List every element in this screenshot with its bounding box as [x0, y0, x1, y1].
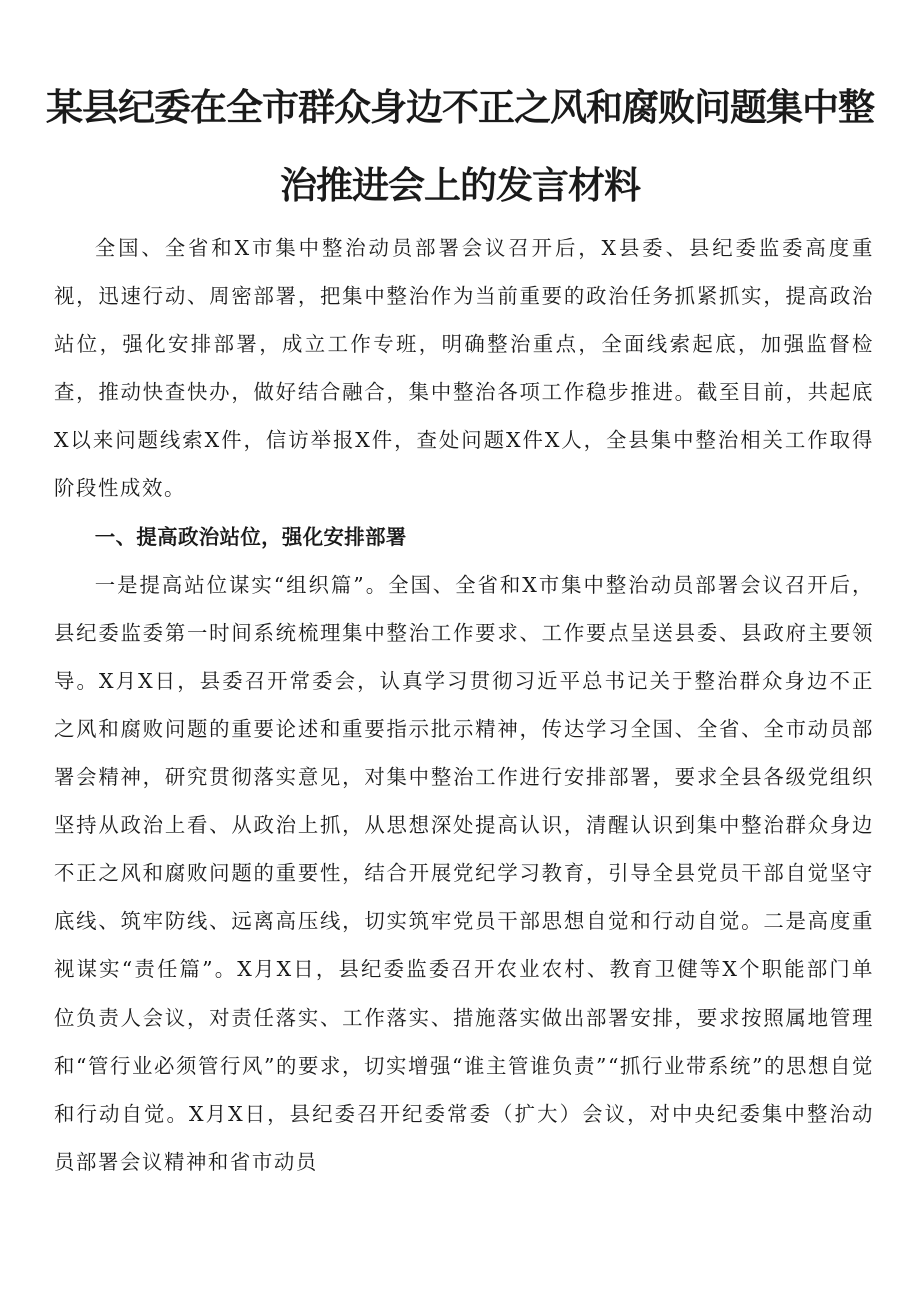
document-title-line-2: 治推进会上的发言材料	[280, 164, 640, 207]
intro-paragraph: 全国、全省和X市集中整治动员部署会议召开后，X县委、县纪委监委高度重视，迅速行动、周密部署，把集中整治作为当前重要的政治任务抓紧抓实，提高政治站位，强化安排部署，成立工作专班，明确整治重点，全面线索起底，加强监督检查，推动快查快办，做好结合融合，集中整治各项工作稳步推进。截至目前，共起底X以来问题线索X件，信访举报X件，查处问题X件X人，全县集中整治相关工作取得阶段性成效。	[54, 236, 874, 501]
section-1-paragraph: 一是提高站位谋实“组织篇”。全国、全省和X市集中整治动员部署会议召开后，县纪委监委第一时间系统梳理集中整治工作要求、工作要点呈送县委、县政府主要领导。X月X日，县委召开常委会，认真学习贯彻习近平总书记关于整治群众身边不正之风和腐败问题的重要论述和重要指示批示精神，传达学习全国、全省、全市动员部署会精神，研究贯彻落实意见，对集中整治工作进行安排部署，要求全县各级党组织坚持从政治上看、从政治上抓，从思想深处提高认识，清醒认识到集中整治群众身边不正之风和腐败问题的重要性，结合开展党纪学习教育，引导全县党员干部自觉坚守底线、筑牢防线、远离高压线，切实筑牢党员干部思想自觉和行动自觉。二是高度重视谋实“责任篇”。X月X日，县纪委监委召开农业农村、教育卫健等X个职能部门单位负责人会议，对责任落实、工作落实、措施落实做出部署安排，要求按照属地管理和“管行业必须管行风”的要求，切实增强“谁主管谁负责”“抓行业带系统”的思想自觉和行动自觉。X月X日，县纪委召开纪委常委（扩大）会议，对中央纪委集中整治动员部署会议精神和省市动员	[54, 572, 874, 1174]
section-heading-1: 一、提高政治站位，强化安排部署	[94, 524, 407, 549]
document-title-line-1: 某县纪委在全市群众身边不正之风和腐败问题集中整	[46, 86, 874, 129]
document-body	[54, 224, 874, 1186]
